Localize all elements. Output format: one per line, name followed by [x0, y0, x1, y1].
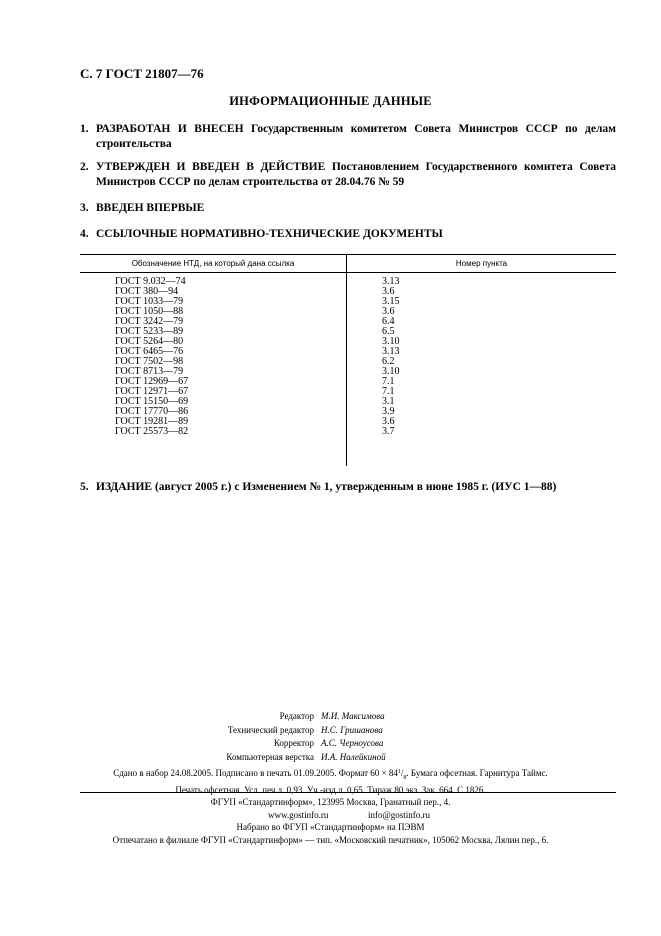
credit-role: Редактор — [279, 711, 314, 721]
table-cell-document: ГОСТ 12971—67 — [115, 386, 189, 397]
credit-layout — [0, 751, 661, 765]
section-number: 3. — [80, 202, 89, 214]
section-2 — [80, 160, 616, 190]
publisher-website-link[interactable]: www.gostinfo.ru — [268, 809, 329, 820]
table-cell-item-number: 3.6 — [382, 306, 395, 317]
table-cell-document: ГОСТ 19281—89 — [115, 416, 189, 427]
section-heading: ССЫЛОЧНЫЕ НОРМАТИВНО-ТЕХНИЧЕСКИЕ ДОКУМЕНТЫ — [96, 228, 443, 240]
publisher-printed: Отпечатано в филиале ФГУП «Стандартинформ» — тип. «Московский печатник», 105062 Москва, Лялин пер., 6. — [112, 834, 549, 845]
credit-name: А.С. Черноусова — [321, 738, 384, 748]
table-cell-document: ГОСТ 5233—89 — [115, 326, 184, 337]
table-cell-item-number: 7.1 — [382, 386, 395, 397]
table-cell-item-number: 3.6 — [382, 286, 395, 297]
credits-block — [0, 710, 661, 764]
section-number: 4. — [80, 228, 89, 240]
publisher-contacts — [0, 809, 661, 822]
credit-proofreader — [0, 737, 661, 751]
print-format-text: Сдано в набор 24.08.2005. Подписано в печать 01.09.2005. Формат 60 × 84 — [113, 768, 398, 778]
table-header-document: Обозначение НТД, на который дана ссылка — [131, 259, 295, 268]
section-heading: ИЗДАНИЕ — [96, 481, 153, 493]
table-header-rule — [80, 272, 616, 273]
credit-role: Технический редактор — [227, 724, 314, 735]
table-cell-item-number: 3.6 — [382, 416, 395, 427]
table-cell-item-number: 3.15 — [382, 296, 400, 307]
publisher-typeset: Набрано во ФГУП «Стандартинформ» на ПЭВМ — [236, 822, 425, 832]
footer-rule — [80, 792, 616, 793]
print-paper-text: . Бумага офсетная. Гарнитура Таймс. — [406, 768, 548, 778]
publisher-block — [0, 796, 661, 846]
table-cell-document: ГОСТ 6465—76 — [115, 346, 184, 357]
table-cell-document: ГОСТ 25573—82 — [115, 426, 189, 437]
table-cell-document: ГОСТ 8713—79 — [115, 366, 184, 377]
table-row — [80, 427, 616, 437]
table-cell-document: ГОСТ 9.032—74 — [115, 276, 186, 287]
format-sub: 8 — [403, 774, 407, 781]
credit-editor — [0, 710, 661, 724]
table-top-rule — [80, 254, 616, 255]
document-title: ИНФОРМАЦИОННЫЕ ДАННЫЕ — [229, 94, 432, 108]
table-cell-item-number: 3.13 — [382, 276, 400, 287]
table-cell-document: ГОСТ 1033—79 — [115, 296, 184, 307]
section-4 — [80, 227, 616, 242]
table-cell-document: ГОСТ 12969—67 — [115, 376, 189, 387]
table-cell-document: ГОСТ 3242—79 — [115, 316, 184, 327]
page-header: С. 7 ГОСТ 21807—76 — [80, 66, 204, 81]
publisher-address: ФГУП «Стандартинформ», 123995 Москва, Гранатный пер., 4. — [210, 797, 451, 807]
table-cell-document: ГОСТ 15150—69 — [115, 396, 189, 407]
credit-role: Корректор — [273, 738, 314, 748]
section-5 — [80, 480, 616, 495]
section-text: Государственным комитетом Совета Министров СССР по делам строительства — [96, 123, 616, 150]
table-cell-document: ГОСТ 17770—86 — [115, 406, 189, 417]
print-info-line1 — [0, 766, 661, 784]
table-cell-item-number: 3.1 — [382, 396, 395, 407]
table-cell-document: ГОСТ 7502—98 — [115, 356, 184, 367]
publisher-email-link[interactable]: info@gostinfo.ru — [368, 809, 431, 820]
credit-name: Н.С. Гришанова — [321, 724, 383, 735]
section-heading: РАЗРАБОТАН И ВНЕСЕН — [96, 123, 244, 135]
table-header-item-number: Номер пункта — [455, 259, 508, 268]
section-text: (август 2005 г.) с Изменением № 1, утвержденным в июне 1985 г. (ИУС 1—88) — [154, 481, 557, 493]
table-cell-item-number: 3.10 — [382, 336, 400, 347]
section-heading: УТВЕРЖДЕН И ВВЕДЕН В ДЕЙСТВИЕ — [96, 161, 326, 173]
table-cell-item-number: 6.4 — [382, 316, 395, 327]
section-number: 2. — [80, 161, 89, 173]
table-cell-document: ГОСТ 1050—88 — [115, 306, 184, 317]
section-heading: ВВЕДЕН ВПЕРВЫЕ — [96, 202, 205, 214]
credit-tech-editor — [0, 724, 661, 738]
credit-name: И.А. Налейкиной — [321, 751, 386, 762]
format-slash: / — [400, 768, 404, 778]
section-number: 1. — [80, 123, 89, 135]
table-cell-item-number: 3.7 — [382, 426, 395, 437]
section-number: 5. — [80, 481, 89, 493]
print-info-line2: Печать офсетная. Усл. печ.л. 0,93. Уч.-изд.л. 0,65. Тираж 80 экз. Зак. 664. С 1826. — [175, 784, 486, 795]
table-body — [80, 277, 616, 437]
table-cell-item-number: 3.10 — [382, 366, 400, 377]
table-cell-item-number: 6.2 — [382, 356, 395, 367]
credit-name: М.И. Максимова — [321, 711, 385, 721]
section-3 — [80, 201, 616, 216]
section-text: Постановлением Государственного комитета Совета Министров СССР по делам строительства от 28.04.76 № 59 — [96, 161, 616, 188]
format-sup: 1 — [397, 769, 401, 775]
credit-role: Компьютерная верстка — [226, 751, 314, 762]
table-cell-item-number: 3.9 — [382, 406, 395, 417]
section-1 — [80, 122, 616, 152]
table-cell-document: ГОСТ 5264—80 — [115, 336, 184, 347]
table-cell-item-number: 6.5 — [382, 326, 395, 337]
table-cell-item-number: 7.1 — [382, 376, 395, 387]
table-cell-document: ГОСТ 380—94 — [115, 286, 179, 297]
table-cell-item-number: 3.13 — [382, 346, 400, 357]
